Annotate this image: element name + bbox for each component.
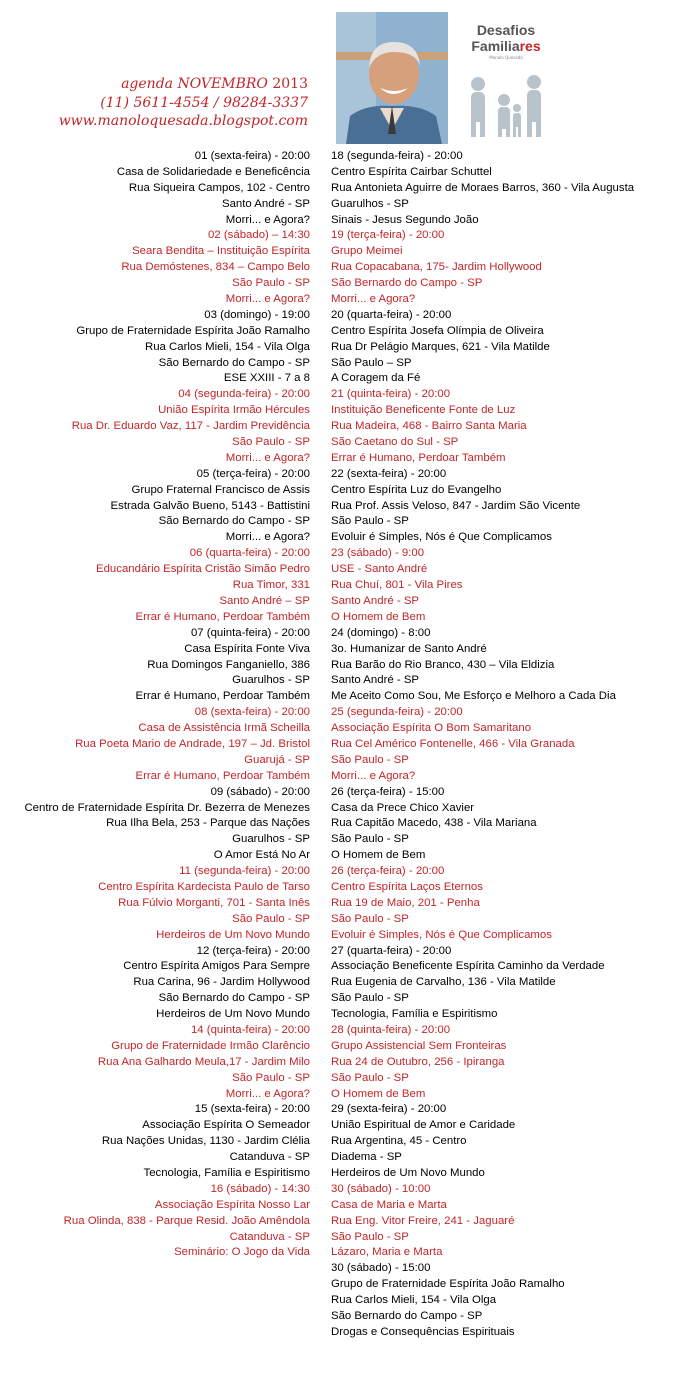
agenda-line: Rua Dr Pelágio Marques, 621 - Vila Matilde: [331, 340, 550, 353]
agenda-phones: (11) 5611-4554 / 98284-3337: [100, 94, 308, 111]
agenda-line: Morri... e Agora?: [331, 293, 416, 306]
agenda-line: ESE XXIII - 7 a 8: [223, 372, 310, 385]
agenda-line: Drogas e Consequências Espirituais: [331, 1325, 515, 1338]
agenda-line: São Bernardo do Campo - SP: [331, 1310, 483, 1323]
agenda-line: USE - Santo André: [331, 563, 428, 576]
agenda-line: Morri... e Agora?: [225, 451, 310, 464]
agenda-line: Evoluir é Simples, Nós é Que Complicamos: [331, 531, 552, 544]
agenda-title: [59, 75, 308, 94]
agenda-line: 21 (quinta-feira) - 20:00: [331, 388, 451, 401]
agenda-line: Rua Olinda, 838 - Parque Resid. João Amêndola: [63, 1214, 310, 1227]
agenda-line: O Amor Está No Ar: [213, 849, 310, 862]
agenda-line: União Espiritual de Amor e Caridade: [331, 1119, 516, 1132]
agenda-line: Rua Fúlvio Morganti, 701 - Santa Inês: [118, 896, 310, 909]
agenda-line: 19 (terça-feira) - 20:00: [331, 229, 445, 242]
agenda-line: Rua Carlos Mieli, 154 - Vila Olga: [144, 340, 310, 353]
agenda-line: São Bernardo do Campo - SP: [158, 515, 310, 528]
agenda-line: Associação Espírita O Bom Samaritano: [331, 722, 532, 735]
agenda-line: União Espírita Irmão Hércules: [158, 404, 310, 417]
agenda-line: 05 (terça-feira) - 20:00: [196, 467, 310, 480]
agenda-line: Rua Cel Américo Fontenelle, 466 - Vila Granada: [331, 737, 575, 750]
agenda-line: Grupo de Fraternidade Espírita João Ramalho: [331, 1278, 565, 1291]
agenda-line: Herdeiros de Um Novo Mundo: [331, 1167, 485, 1179]
agenda-line: 12 (terça-feira) - 20:00: [196, 944, 310, 957]
agenda-line: 22 (sexta-feira) - 20:00: [331, 467, 447, 480]
agenda-line: Rua Poeta Mario de Andrade, 197 – Jd. Bristol: [75, 737, 310, 750]
agenda-line: Tecnologia, Família e Espiritismo: [331, 1008, 498, 1021]
agenda-website: www.manoloquesada.blogspot.com: [58, 113, 308, 129]
agenda-line: Morri... e Agora?: [331, 769, 416, 782]
agenda-line: Rua Madeira, 468 - Bairro Santa Maria: [331, 420, 527, 433]
agenda-line: Rua Chuí, 801 - Vila Pires: [331, 579, 463, 592]
agenda-line: 24 (domingo) - 8:00: [331, 626, 431, 639]
agenda-line: Associação Espírita Nosso Lar: [154, 1198, 310, 1211]
agenda-line: 04 (segunda-feira) - 20:00: [178, 388, 310, 401]
agenda-line: Estrada Galvão Bueno, 5143 - Battistini: [110, 499, 310, 512]
agenda-line: São Bernardo do Campo - SP: [158, 356, 310, 369]
agenda-line: Errar é Humano, Perdoar Também: [331, 451, 506, 464]
agenda-line: 30 (sábado) - 10:00: [331, 1182, 431, 1195]
agenda-line: Centro Espírita Kardecista Paulo de Tarso: [98, 880, 310, 893]
agenda-line: Sinais - Jesus Segundo João: [331, 213, 479, 226]
agenda-line: Associação Espírita O Semeador: [142, 1119, 310, 1132]
agenda-line: Guarulhos - SP: [331, 197, 409, 210]
agenda-line: 20 (quarta-feira) - 20:00: [331, 308, 452, 321]
agenda-line: Lázaro, Maria e Marta: [331, 1246, 443, 1259]
logo-line-2-b: res: [519, 38, 541, 54]
agenda-month: NOVEMBRO: [177, 76, 268, 92]
agenda-line: Morri... e Agora?: [225, 213, 310, 226]
agenda-line: Rua Eugenia de Carvalho, 136 - Vila Matilde: [331, 976, 556, 989]
agenda-line: Grupo de Fraternidade Irmão Clarêncio: [111, 1039, 310, 1052]
agenda-line: Catanduva - SP: [229, 1151, 310, 1164]
agenda-line: Herdeiros de Um Novo Mundo: [156, 1008, 310, 1021]
agenda-line: São Paulo - SP: [331, 753, 409, 766]
agenda-line: Associação Beneficente Espírita Caminho da Verdade: [331, 960, 605, 973]
agenda-line: 27 (quarta-feira) - 20:00: [331, 944, 452, 957]
agenda-line: O Homem de Bem: [331, 610, 426, 623]
agenda-line: Errar é Humano, Perdoar Também: [135, 690, 310, 703]
agenda-line: Rua Siqueira Campos, 102 - Centro: [128, 181, 310, 194]
agenda-line: 29 (sexta-feira) - 20:00: [331, 1103, 447, 1116]
agenda-line: Rua Antonieta Aguirre de Moraes Barros, 360 - Vila Augusta: [331, 181, 635, 194]
agenda-line: Casa Espírita Fonte Viva: [184, 642, 310, 655]
agenda-line: Casa de Maria e Marta: [331, 1198, 447, 1211]
agenda-line: Centro Espírita Laços Eternos: [331, 880, 483, 893]
header: [0, 0, 680, 150]
agenda-line: Evoluir é Simples, Nós é Que Complicamos: [331, 928, 552, 941]
agenda-line: Catanduva - SP: [229, 1230, 310, 1243]
agenda-line: 26 (terça-feira) - 20:00: [331, 865, 445, 878]
agenda-line: 16 (sábado) - 14:30: [210, 1182, 310, 1195]
agenda-line: 11 (segunda-feira) - 20:00: [179, 865, 310, 878]
agenda-line: São Paulo - SP: [331, 1071, 409, 1084]
agenda-line: Santo André - SP: [331, 594, 420, 607]
agenda-line: São Paulo - SP: [232, 1071, 310, 1084]
agenda-line: 15 (sexta-feira) - 20:00: [194, 1103, 310, 1116]
agenda-line: Herdeiros de Um Novo Mundo: [156, 928, 310, 941]
agenda-line: Rua Argentina, 45 - Centro: [331, 1135, 467, 1148]
agenda-line: Centro Espírita Josefa Olímpia de Oliveira: [331, 324, 544, 337]
agenda-line: Grupo Fraternal Francisco de Assis: [131, 483, 310, 496]
agenda-line: Rua Barão do Rio Branco, 430 – Vila Eldizia: [331, 658, 555, 671]
agenda-line: Centro Espírita Cairbar Schuttel: [331, 165, 492, 178]
agenda-line: Rua Carina, 96 - Jardim Hollywood: [133, 976, 310, 989]
speaker-photo-image: [336, 12, 448, 144]
agenda-line: Instituição Beneficente Fonte de Luz: [331, 404, 516, 417]
agenda-line: Grupo Assistencial Sem Fronteiras: [331, 1039, 507, 1052]
agenda-line: Me Aceito Como Sou, Me Esforço e Melhoro a Cada Dia: [331, 690, 616, 703]
agenda-line: Seminário: O Jogo da Vida: [174, 1246, 310, 1259]
agenda-line: Rua Nações Unidas, 1130 - Jardim Clélia: [101, 1135, 310, 1148]
agenda-line: 08 (sexta-feira) - 20:00: [194, 706, 310, 719]
agenda-line: Educandário Espírita Cristão Simão Pedro: [96, 563, 310, 576]
agenda-line: Morri... e Agora?: [225, 1087, 310, 1100]
agenda-line: São Bernardo do Campo - SP: [158, 992, 310, 1005]
agenda-line: São Paulo - SP: [232, 277, 310, 290]
agenda-line: Rua Eng. Vitor Freire, 241 - Jaguaré: [331, 1214, 515, 1227]
agenda-line: O Homem de Bem: [331, 849, 426, 862]
family-figures-icon: [456, 62, 556, 142]
agenda-line: 01 (sexta-feira) - 20:00: [194, 150, 310, 162]
agenda-line: Rua Copacabana, 175- Jardim Hollywood: [331, 261, 542, 274]
agenda-line: O Homem de Bem: [331, 1087, 426, 1100]
agenda-line: 02 (sábado) – 14:30: [208, 229, 310, 242]
agenda-line: Rua Prof. Assis Veloso, 847 - Jardim São Vicente: [331, 499, 581, 512]
agenda-line: Centro Espírita Amigos Para Sempre: [123, 960, 310, 973]
agenda-line: São Paulo – SP: [331, 356, 412, 369]
agenda-line: Grupo Meimei: [331, 245, 403, 258]
agenda-line: Guarujá - SP: [244, 753, 310, 766]
agenda-line: Morri... e Agora?: [225, 531, 310, 544]
agenda-line: Rua Ilha Bela, 253 - Parque das Nações: [106, 817, 310, 830]
logo-line-2-a: Familia: [471, 38, 520, 54]
desafios-familiares-logo: [456, 12, 556, 142]
agenda-line: Centro de Fraternidade Espírita Dr. Bezerra de Menezes: [24, 801, 310, 814]
agenda-line: Guarulhos - SP: [232, 674, 310, 687]
agenda-line: 09 (sábado) - 20:00: [210, 785, 310, 798]
agenda-line: Rua Timor, 331: [232, 579, 310, 592]
agenda-prefix: agenda: [121, 76, 178, 92]
agenda-line: Rua Capitão Macedo, 438 - Vila Mariana: [331, 817, 537, 830]
agenda-line: Errar é Humano, Perdoar Também: [135, 769, 310, 782]
speaker-photo: [336, 12, 448, 144]
agenda-line: Errar é Humano, Perdoar Também: [135, 610, 310, 623]
agenda-line: Morri... e Agora?: [225, 293, 310, 306]
agenda-line: Santo André – SP: [219, 594, 310, 607]
agenda-line: Rua Domingos Fanganiello, 386: [147, 658, 310, 671]
agenda-line: Rua Ana Galhardo Meula,17 - Jardim Milo: [97, 1055, 310, 1068]
agenda-line: Diadema - SP: [331, 1151, 402, 1164]
logo-line-2: [456, 38, 556, 54]
agenda-line: 28 (quinta-feira) - 20:00: [331, 1023, 451, 1036]
agenda-line: São Paulo - SP: [232, 436, 310, 449]
agenda-line: 18 (segunda-feira) - 20:00: [331, 150, 463, 162]
agenda-line: 06 (quarta-feira) - 20:00: [189, 547, 310, 560]
agenda-line: Rua Dr. Eduardo Vaz, 117 - Jardim Previdência: [71, 420, 310, 433]
agenda-line: Seara Bendita – Instituição Espírita: [132, 245, 310, 258]
agenda-line: 14 (quinta-feira) - 20:00: [190, 1023, 310, 1036]
agenda-line: Casa da Prece Chico Xavier: [331, 801, 475, 814]
agenda-line: 07 (quinta-feira) - 20:00: [190, 626, 310, 639]
agenda-year: 2013: [267, 76, 308, 92]
agenda-right-column: [331, 149, 634, 1341]
agenda-line: São Paulo - SP: [331, 1230, 409, 1243]
agenda-line: São Paulo - SP: [331, 515, 409, 528]
agenda-line: Rua Carlos Mieli, 154 - Vila Olga: [331, 1294, 497, 1307]
agenda-line: Rua 19 de Maio, 201 - Penha: [331, 896, 480, 909]
agenda-line: 03 (domingo) - 19:00: [204, 308, 310, 321]
agenda-line: 25 (segunda-feira) - 20:00: [331, 706, 463, 719]
agenda-line: São Paulo - SP: [232, 912, 310, 925]
agenda-line: São Paulo - SP: [331, 992, 409, 1005]
agenda-line: Santo André - SP: [221, 197, 310, 210]
agenda-line: 26 (terça-feira) - 15:00: [331, 785, 445, 798]
agenda-line: São Paulo - SP: [331, 833, 409, 846]
agenda-info: [59, 75, 308, 131]
agenda-line: Centro Espírita Luz do Evangelho: [331, 483, 502, 496]
agenda-line: Guarulhos - SP: [232, 833, 310, 846]
agenda-line: Grupo de Fraternidade Espírita João Ramalho: [76, 324, 310, 337]
agenda-line: Casa de Assistência Irmã Scheilla: [138, 722, 310, 735]
logo-line-1: Desafios: [476, 22, 536, 38]
agenda-line: Casa de Solidariedade e Beneficência: [116, 165, 310, 178]
agenda-line: São Bernardo do Campo - SP: [331, 277, 483, 290]
agenda-line: Rua Demóstenes, 834 – Campo Belo: [121, 261, 310, 274]
agenda-line: A Coragem da Fé: [331, 372, 421, 385]
agenda-line: 30 (sábado) - 15:00: [331, 1262, 431, 1275]
agenda-line: 23 (sábado) - 9:00: [331, 547, 425, 560]
agenda-left-column: [24, 149, 310, 1261]
agenda-line: Rua 24 de Outubro, 256 - Ipiranga: [331, 1055, 505, 1068]
agenda-line: São Paulo - SP: [331, 912, 409, 925]
logo-tagline: Manolo Quesada: [489, 55, 523, 60]
agenda-line: Tecnologia, Família e Espiritismo: [143, 1167, 310, 1179]
agenda-line: São Caetano do Sul - SP: [331, 436, 459, 449]
agenda-line: Santo André - SP: [331, 674, 420, 687]
agenda-line: 3o. Humanizar de Santo André: [331, 642, 487, 655]
